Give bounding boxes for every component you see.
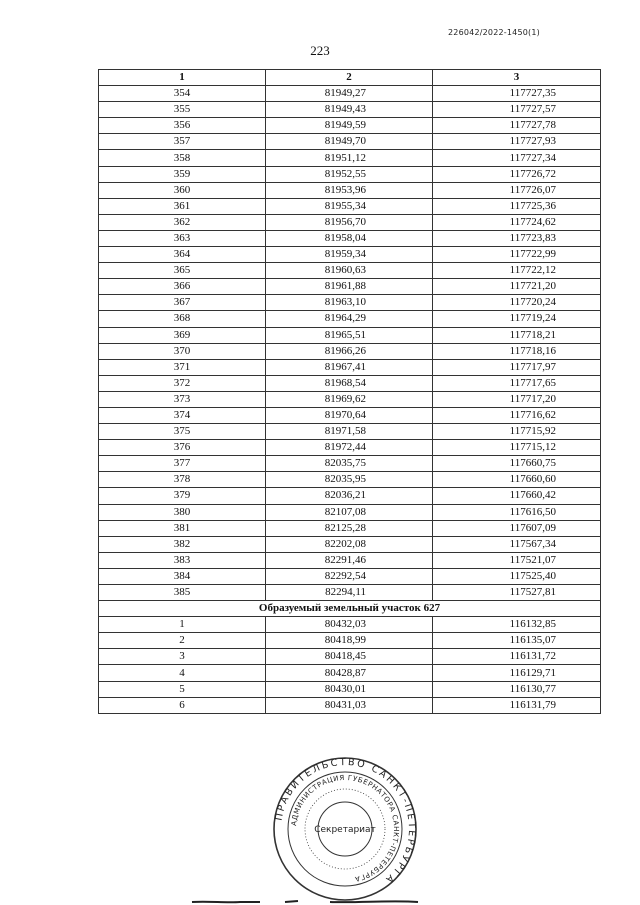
y-coordinate-cell: 116135,07 (433, 633, 601, 649)
point-number-cell: 367 (99, 295, 266, 311)
table-row (99, 279, 601, 295)
table-row (99, 520, 601, 536)
table-row (99, 665, 601, 681)
x-coordinate-cell: 82107,08 (266, 504, 433, 520)
point-number-cell: 376 (99, 440, 266, 456)
table-row (99, 472, 601, 488)
table-row (99, 311, 601, 327)
table-row (99, 391, 601, 407)
table-row (99, 166, 601, 182)
x-coordinate-cell: 82036,21 (266, 488, 433, 504)
point-number-cell: 379 (99, 488, 266, 504)
table-row (99, 407, 601, 423)
x-coordinate-cell: 80431,03 (266, 697, 433, 713)
point-number-cell: 377 (99, 456, 266, 472)
table-row (99, 150, 601, 166)
y-coordinate-cell: 116131,79 (433, 697, 601, 713)
x-coordinate-cell: 80430,01 (266, 681, 433, 697)
column-header: 1 (99, 70, 266, 86)
y-coordinate-cell: 117726,72 (433, 166, 601, 182)
point-number-cell: 361 (99, 198, 266, 214)
table-row (99, 343, 601, 359)
x-coordinate-cell: 80418,99 (266, 633, 433, 649)
signature-line (190, 890, 420, 905)
y-coordinate-cell: 117716,62 (433, 407, 601, 423)
table-row (99, 552, 601, 568)
x-coordinate-cell: 81972,44 (266, 440, 433, 456)
y-coordinate-cell: 116131,72 (433, 649, 601, 665)
x-coordinate-cell: 81949,27 (266, 86, 433, 102)
y-coordinate-cell: 117718,21 (433, 327, 601, 343)
point-number-cell: 369 (99, 327, 266, 343)
x-coordinate-cell: 81967,41 (266, 359, 433, 375)
y-coordinate-cell: 117721,20 (433, 279, 601, 295)
table-row (99, 568, 601, 584)
point-number-cell: 360 (99, 182, 266, 198)
x-coordinate-cell: 81951,12 (266, 150, 433, 166)
point-number-cell: 357 (99, 134, 266, 150)
y-coordinate-cell: 117607,09 (433, 520, 601, 536)
point-number-cell: 373 (99, 391, 266, 407)
point-number-cell: 366 (99, 279, 266, 295)
y-coordinate-cell: 117720,24 (433, 295, 601, 311)
x-coordinate-cell: 81952,55 (266, 166, 433, 182)
table-row (99, 102, 601, 118)
x-coordinate-cell: 81971,58 (266, 424, 433, 440)
y-coordinate-cell: 117521,07 (433, 552, 601, 568)
x-coordinate-cell: 81968,54 (266, 375, 433, 391)
y-coordinate-cell: 117660,75 (433, 456, 601, 472)
section-title: Образуемый земельный участок 627 (99, 601, 601, 617)
x-coordinate-cell: 82291,46 (266, 552, 433, 568)
x-coordinate-cell: 81949,59 (266, 118, 433, 134)
point-number-cell: 1 (99, 617, 266, 633)
table-row (99, 214, 601, 230)
table-row (99, 134, 601, 150)
table-row (99, 633, 601, 649)
x-coordinate-cell: 82035,75 (266, 456, 433, 472)
y-coordinate-cell: 116132,85 (433, 617, 601, 633)
x-coordinate-cell: 82035,95 (266, 472, 433, 488)
y-coordinate-cell: 117616,50 (433, 504, 601, 520)
x-coordinate-cell: 82202,08 (266, 536, 433, 552)
table-row (99, 327, 601, 343)
table-row (99, 118, 601, 134)
y-coordinate-cell: 117727,35 (433, 86, 601, 102)
point-number-cell: 385 (99, 585, 266, 601)
y-coordinate-cell: 117727,57 (433, 102, 601, 118)
x-coordinate-cell: 81969,62 (266, 391, 433, 407)
section-row (99, 601, 601, 617)
table-row (99, 375, 601, 391)
table-body-part2 (99, 617, 601, 714)
column-header: 2 (266, 70, 433, 86)
table-row (99, 440, 601, 456)
x-coordinate-cell: 81959,34 (266, 247, 433, 263)
table-row (99, 198, 601, 214)
table-row (99, 182, 601, 198)
point-number-cell: 378 (99, 472, 266, 488)
x-coordinate-cell: 80418,45 (266, 649, 433, 665)
point-number-cell: 4 (99, 665, 266, 681)
point-number-cell: 383 (99, 552, 266, 568)
x-coordinate-cell: 81949,70 (266, 134, 433, 150)
y-coordinate-cell: 117727,78 (433, 118, 601, 134)
document-id: 226042/2022-1450(1) (448, 28, 540, 37)
table-row (99, 359, 601, 375)
point-number-cell: 359 (99, 166, 266, 182)
y-coordinate-cell: 117725,36 (433, 198, 601, 214)
point-number-cell: 382 (99, 536, 266, 552)
y-coordinate-cell: 117660,60 (433, 472, 601, 488)
y-coordinate-cell: 116130,77 (433, 681, 601, 697)
official-stamp (272, 756, 418, 902)
stamp-inner-text: АДМИНИСТРАЦИЯ ГУБЕРНАТОРА САНКТ-ПЕТЕРБУРГА (290, 773, 401, 884)
table-row (99, 697, 601, 713)
point-number-cell: 5 (99, 681, 266, 697)
column-header: 3 (433, 70, 601, 86)
x-coordinate-cell: 81963,10 (266, 295, 433, 311)
table-row (99, 263, 601, 279)
point-number-cell: 372 (99, 375, 266, 391)
y-coordinate-cell: 117727,93 (433, 134, 601, 150)
x-coordinate-cell: 82294,11 (266, 585, 433, 601)
point-number-cell: 2 (99, 633, 266, 649)
y-coordinate-cell: 117717,65 (433, 375, 601, 391)
x-coordinate-cell: 81953,96 (266, 182, 433, 198)
point-number-cell: 355 (99, 102, 266, 118)
x-coordinate-cell: 80428,87 (266, 665, 433, 681)
point-number-cell: 381 (99, 520, 266, 536)
y-coordinate-cell: 117715,92 (433, 424, 601, 440)
table-row (99, 585, 601, 601)
point-number-cell: 380 (99, 504, 266, 520)
y-coordinate-cell: 117567,34 (433, 536, 601, 552)
y-coordinate-cell: 117718,16 (433, 343, 601, 359)
y-coordinate-cell: 117527,81 (433, 585, 601, 601)
y-coordinate-cell: 117525,40 (433, 568, 601, 584)
point-number-cell: 371 (99, 359, 266, 375)
x-coordinate-cell: 81964,29 (266, 311, 433, 327)
point-number-cell: 362 (99, 214, 266, 230)
point-number-cell: 370 (99, 343, 266, 359)
y-coordinate-cell: 117660,42 (433, 488, 601, 504)
table-row (99, 504, 601, 520)
point-number-cell: 3 (99, 649, 266, 665)
y-coordinate-cell: 117727,34 (433, 150, 601, 166)
table-row (99, 488, 601, 504)
point-number-cell: 363 (99, 230, 266, 246)
x-coordinate-cell: 81955,34 (266, 198, 433, 214)
table-row (99, 424, 601, 440)
x-coordinate-cell: 81965,51 (266, 327, 433, 343)
x-coordinate-cell: 81956,70 (266, 214, 433, 230)
table-row (99, 295, 601, 311)
y-coordinate-cell: 117724,62 (433, 214, 601, 230)
x-coordinate-cell: 81961,88 (266, 279, 433, 295)
y-coordinate-cell: 117723,83 (433, 230, 601, 246)
table-row (99, 247, 601, 263)
point-number-cell: 354 (99, 86, 266, 102)
table-header-row (99, 70, 601, 86)
stamp-outer-text: ПРАВИТЕЛЬСТВО САНКТ-ПЕТЕРБУРГА (273, 756, 418, 886)
x-coordinate-cell: 81966,26 (266, 343, 433, 359)
y-coordinate-cell: 116129,71 (433, 665, 601, 681)
point-number-cell: 365 (99, 263, 266, 279)
x-coordinate-cell: 81960,63 (266, 263, 433, 279)
y-coordinate-cell: 117717,20 (433, 391, 601, 407)
point-number-cell: 375 (99, 424, 266, 440)
table-row (99, 681, 601, 697)
stamp-center-text: Секретариат (314, 825, 376, 835)
table-row (99, 230, 601, 246)
table-row (99, 456, 601, 472)
y-coordinate-cell: 117715,12 (433, 440, 601, 456)
point-number-cell: 6 (99, 697, 266, 713)
y-coordinate-cell: 117722,99 (433, 247, 601, 263)
point-number-cell: 358 (99, 150, 266, 166)
x-coordinate-cell: 81949,43 (266, 102, 433, 118)
x-coordinate-cell: 82125,28 (266, 520, 433, 536)
coordinates-table (98, 69, 601, 714)
x-coordinate-cell: 82292,54 (266, 568, 433, 584)
y-coordinate-cell: 117722,12 (433, 263, 601, 279)
y-coordinate-cell: 117726,07 (433, 182, 601, 198)
table-body-part1 (99, 86, 601, 601)
x-coordinate-cell: 80432,03 (266, 617, 433, 633)
x-coordinate-cell: 81970,64 (266, 407, 433, 423)
point-number-cell: 364 (99, 247, 266, 263)
y-coordinate-cell: 117717,97 (433, 359, 601, 375)
y-coordinate-cell: 117719,24 (433, 311, 601, 327)
table-row (99, 649, 601, 665)
x-coordinate-cell: 81958,04 (266, 230, 433, 246)
table-row (99, 86, 601, 102)
page-number: 223 (310, 43, 330, 58)
point-number-cell: 384 (99, 568, 266, 584)
point-number-cell: 356 (99, 118, 266, 134)
point-number-cell: 374 (99, 407, 266, 423)
table-row (99, 617, 601, 633)
table-row (99, 536, 601, 552)
point-number-cell: 368 (99, 311, 266, 327)
